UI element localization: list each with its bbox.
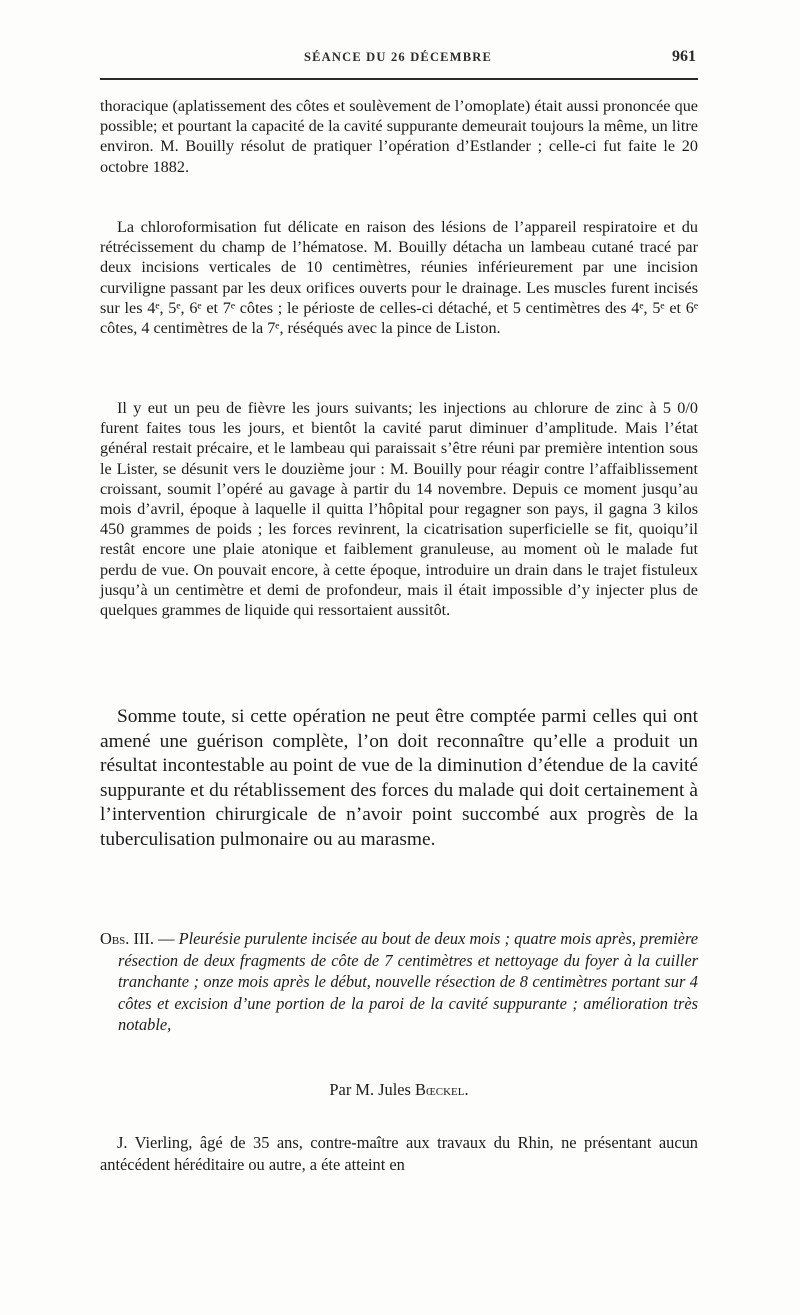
byline xyxy=(100,1080,698,1100)
paragraph-continuation: thoracique (aplatissement des côtes et soulèvement de l’omoplate) était aussi prononcée que possible; et pourtant la capacité de la cavité suppurante demeurait toujours la même, un litre environ. M. Bouilly résolut de pratiquer l’opération d’Estlander ; celle-ci fut faite le 20 octobre 1882. xyxy=(100,97,698,176)
running-head: SÉANCE DU 26 DÉCEMBRE xyxy=(303,50,493,64)
byline-suffix: . xyxy=(464,1080,469,1099)
observation-label: Obs. III. — xyxy=(100,929,175,948)
paragraph-somme-toute: Somme toute, si cette opération ne peut être comptée parmi celles qui ont amené une guérison complète, l’on doit reconnaître qu’elle a produit un résultat incontestable au point de vue de la diminution d’étendue de la cavité suppurante et du rétablissement des forces du malade qui doit certainement à l’intervention chirurgicale de n’avoir point succombé aux progrès de la tuberculisation pulmonaire ou au marasme. xyxy=(100,706,698,850)
byline-author: Bœckel xyxy=(415,1080,465,1099)
page-header xyxy=(100,48,696,70)
paragraph-vierling: J. Vierling, âgé de 35 ans, contre-maître aux travaux du Rhin, ne présentant aucun antécédent héréditaire ou autre, a éte atteint en xyxy=(100,1133,698,1174)
byline-prefix: Par M. Jules xyxy=(329,1080,411,1099)
observation-title: Pleurésie purulente incisée au bout de deux mois ; quatre mois après, première résection de deux fragments de côte de 7 centimètres et nettoyage du foyer à la cuiller tranchante ; onze mois après le début, nouvelle résection de 8 centimètres portant sur 4 côtes et excision d’une portion de la paroi de la cavité suppurante ; amélioration très notable, xyxy=(118,929,698,1034)
paragraph-chloroformisation: La chloroformisation fut délicate en raison des lésions de l’appareil respiratoire et du rétrécissement du champ de l’hématose. M. Bouilly détacha un lambeau cutané tracé par deux incisions verticales de 10 centimètres, réunies inférieurement par une incision curviligne passant par les deux orifices ouverts pour le drainage. Les muscles furent incisés sur les 4ᵉ, 5ᵉ, 6ᵉ et 7ᵉ côtes ; le périoste de celles-ci détaché, et 5 centimètres des 4ᵉ, 5ᵉ et 6ᵉ côtes, 4 centimètres de la 7ᵉ, réséqués avec la pince de Liston. xyxy=(100,218,698,338)
paragraph-fievre: Il y eut un peu de fièvre les jours suivants; les injections au chlorure de zinc à 5 0/0 furent faites tous les jours, et bientôt la cavité parut diminuer d’amplitude. Mais l’état général restait précaire, et le lambeau qui paraissait s’être réuni par première intention sous le Lister, se désunit vers le douzième jour : M. Bouilly pour réagir contre l’affaiblissement croissant, soumit l’opéré au gavage à partir du 14 novembre. Depuis ce moment jusqu’au mois d’avril, époque à laquelle il quitta l’hôpital pour regagner son pays, il gagna 3 kilos 450 grammes de poids ; les forces revinrent, la cicatrisation superficielle se fit, quoiqu’il restât encore une plaie atonique et faiblement granuleuse, au moment où le malade fut perdu de vue. On pouvait encore, à cette époque, introduire un drain dans le trajet fistuleux jusqu’à un centimètre et demi de profondeur, mais il était impossible d’y injecter plus de quelques grammes de liquide qui ressortaient aussitôt. xyxy=(100,399,698,620)
page-number: 961 xyxy=(672,48,696,65)
observation-heading xyxy=(100,928,698,1036)
header-rule xyxy=(100,78,698,80)
